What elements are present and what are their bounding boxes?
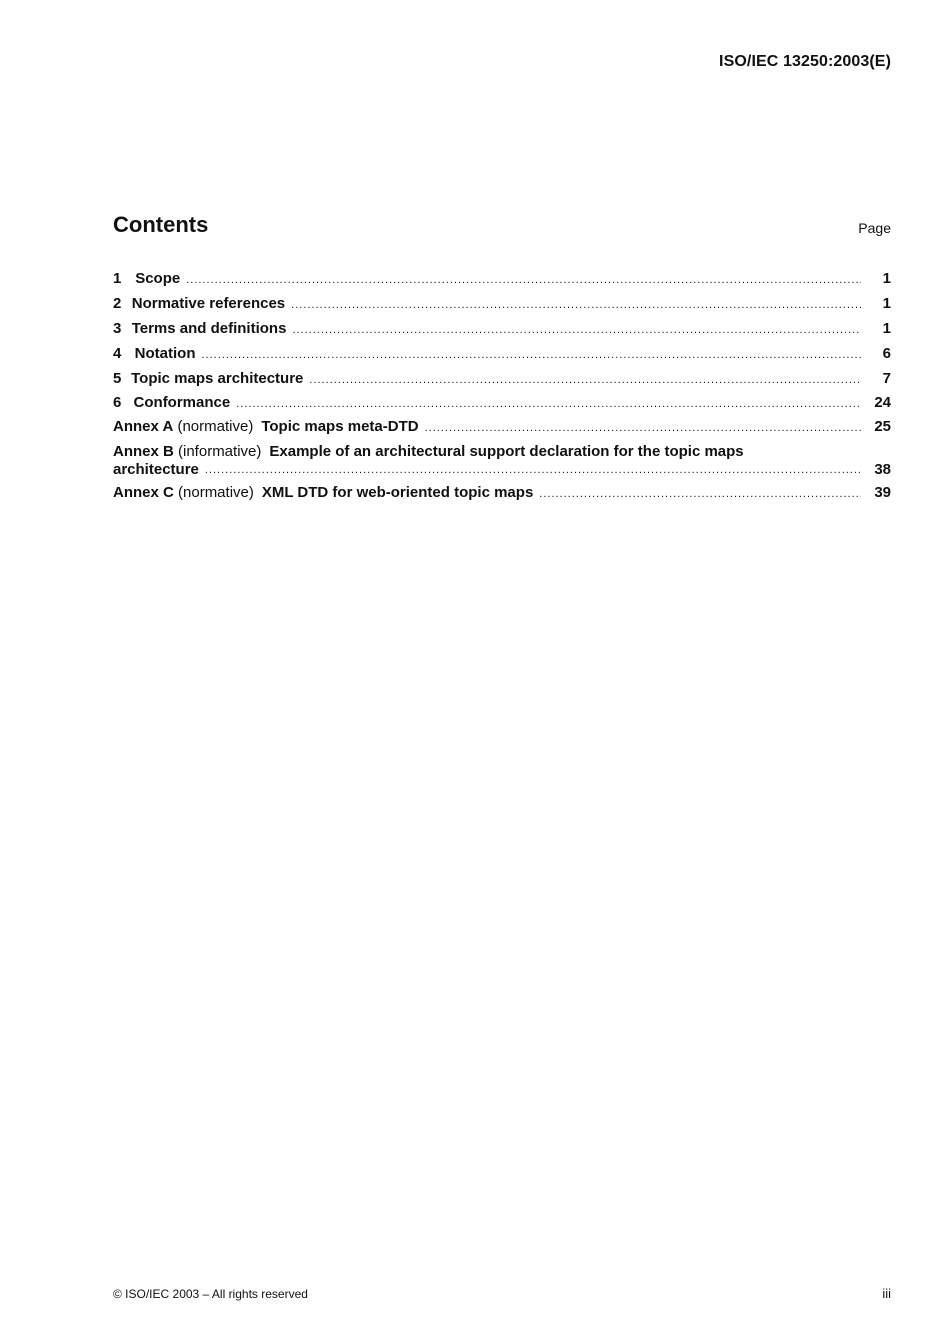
toc-entry-title: Scope <box>135 270 181 287</box>
annex-title-line-2: architecture <box>113 461 199 478</box>
dot-leader <box>309 371 861 389</box>
toc-entry-number: 1 <box>113 270 122 287</box>
toc-entry-number: 5 <box>113 370 122 387</box>
toc-entry-page: 39 <box>874 484 891 501</box>
toc-entry-page: 6 <box>882 345 891 362</box>
annex-label: Annex C <box>113 484 174 501</box>
toc-entry-page: 24 <box>874 394 891 411</box>
toc-entry-terms-and-definitions[interactable] <box>113 314 891 339</box>
toc-entry-title: Notation <box>134 345 196 362</box>
annex-title-line-1: Example of an architectural support declaration for the topic maps <box>269 443 744 460</box>
dot-leader <box>425 419 861 437</box>
annex-title: XML DTD for web-oriented topic maps <box>261 484 534 501</box>
toc-entry-title: Terms and definitions <box>131 320 287 337</box>
table-of-contents <box>113 264 891 503</box>
dot-leader <box>236 395 861 413</box>
dot-leader <box>186 271 861 289</box>
toc-entry-page: 38 <box>874 461 891 478</box>
toc-entry-page: 7 <box>882 370 891 387</box>
footer-page-number: iii <box>882 1286 891 1301</box>
toc-entry-number: 4 <box>113 345 122 362</box>
toc-entry-title: Normative references <box>131 295 286 312</box>
annex-kind: (normative) <box>177 418 254 435</box>
dot-leader <box>292 321 861 339</box>
annex-title: Topic maps meta-DTD <box>261 418 419 435</box>
toc-entry-annex-a[interactable] <box>113 413 891 437</box>
toc-entry-annex-b[interactable] <box>113 437 891 479</box>
dot-leader <box>291 296 861 314</box>
toc-entry-title: Topic maps architecture <box>131 370 304 387</box>
dot-leader <box>205 461 861 479</box>
contents-heading: Contents <box>113 212 209 237</box>
toc-entry-normative-references[interactable] <box>113 289 891 314</box>
annex-kind: (normative) <box>178 484 254 501</box>
dot-leader <box>202 346 862 364</box>
dot-leader <box>539 485 861 503</box>
toc-entry-number: 6 <box>113 394 122 411</box>
toc-entry-page: 1 <box>882 270 891 287</box>
toc-entry-title: Conformance <box>133 394 231 411</box>
toc-entry-notation[interactable] <box>113 339 891 364</box>
page-column-label: Page <box>858 220 891 236</box>
toc-entry-conformance[interactable] <box>113 389 891 413</box>
document-id: ISO/IEC 13250:2003(E) <box>719 53 891 70</box>
toc-entry-annex-c[interactable] <box>113 479 891 503</box>
annex-kind: (informative) <box>178 443 262 460</box>
toc-entry-page: 1 <box>882 295 891 312</box>
toc-entry-page: 25 <box>874 418 891 435</box>
toc-entry-topic-maps-architecture[interactable] <box>113 364 891 389</box>
annex-label: Annex B <box>113 443 174 460</box>
toc-entry-scope[interactable] <box>113 264 891 289</box>
annex-label: Annex A <box>113 418 174 435</box>
toc-entry-number: 3 <box>113 320 122 337</box>
toc-entry-page: 1 <box>882 320 891 337</box>
toc-entry-number: 2 <box>113 295 122 312</box>
footer-copyright: © ISO/IEC 2003 – All rights reserved <box>113 1287 308 1301</box>
